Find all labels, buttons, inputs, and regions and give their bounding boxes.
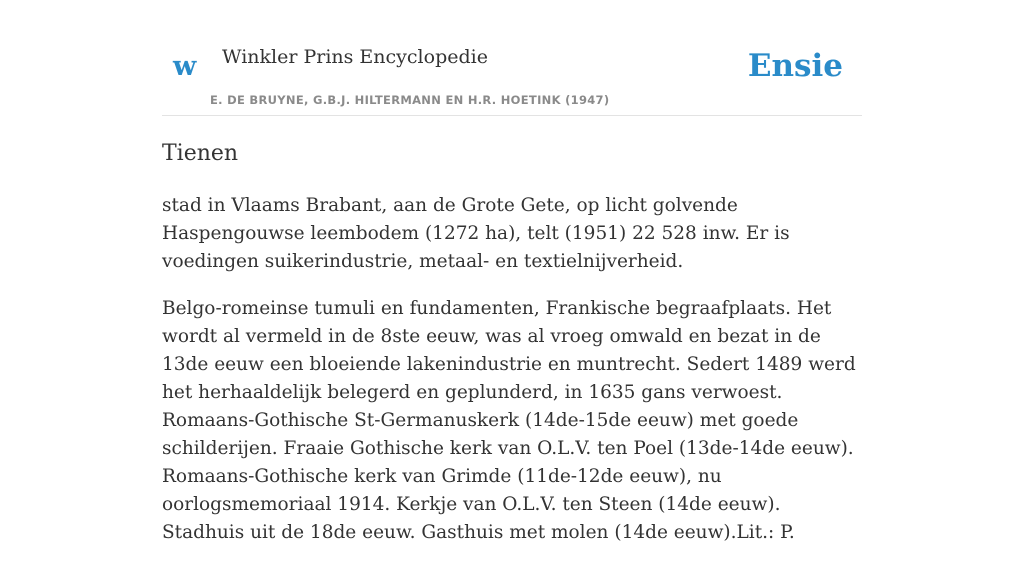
- publication-authors: E. DE BRUYNE, G.B.J. HILTERMANN EN H.R. HOETINK (1947): [210, 93, 610, 107]
- publication-logo[interactable]: w: [173, 51, 197, 82]
- publication-title[interactable]: Winkler Prins Encyclopedie: [222, 46, 488, 68]
- entry-body: [162, 192, 862, 566]
- page-container: [162, 0, 862, 543]
- entry-paragraph: stad in Vlaams Brabant, aan de Grote Gete, op licht golvende Haspengouwse leembodem (1272 ha), telt (1951) 22 528 inw. Er is voedingen suikerindustrie, metaal- en textielnijverheid.: [162, 195, 790, 272]
- entry-title: Tienen: [162, 141, 239, 166]
- entry-paragraph: Belgo-romeinse tumuli en fundamenten, Frankische begraafplaats. Het wordt al vermeld in de 8ste eeuw, was al vroeg omwald en bezat in de 13de eeuw een bloeiende lakenindustrie en muntrecht. Sedert 1489 werd het herhaaldelijk belegerd en geplunderd, in 1635 gans verwoest. Romaans-Gothische St-Germanuskerk (14de-15de eeuw) met goede schilderijen. Fraaie Gothische kerk van O.L.V. ten Poel (13de-14de eeuw). Romaans-Gothische kerk van Grimde (11de-12de eeuw), nu oorlogsmemoriaal 1914. Kerkje van O.L.V. ten Steen (14de eeuw). Stadhuis uit de 18de eeuw. Gasthuis met molen (14de eeuw).Lit.: P.: [162, 298, 856, 543]
- publication-header: [162, 0, 862, 116]
- site-brand-logo[interactable]: Ensie: [747, 48, 843, 84]
